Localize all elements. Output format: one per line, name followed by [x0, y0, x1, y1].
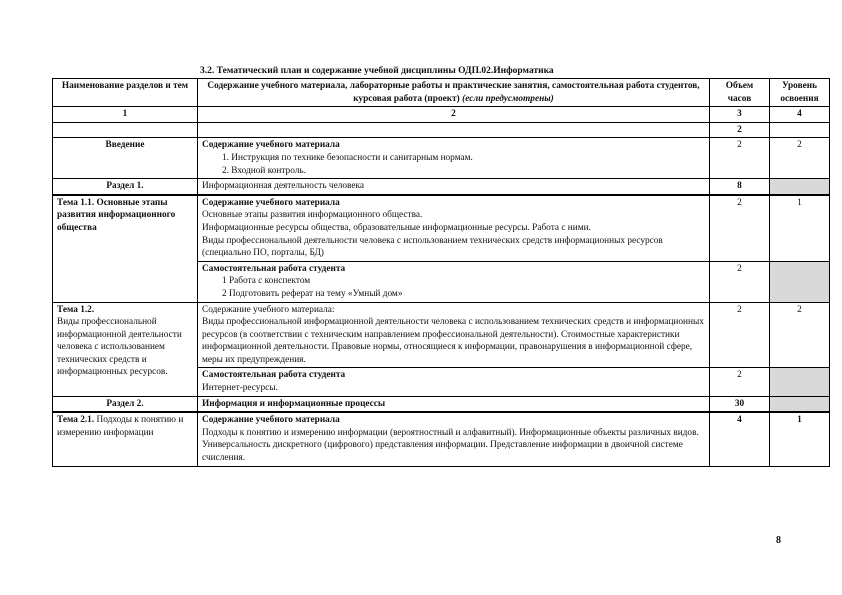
section1-row [53, 179, 830, 195]
intro-item: 2. Входной контроль. [222, 165, 306, 176]
intro-content: Содержание учебного материала 1. Инструкция по технике безопасности и санитарным нормам. 2. Входной контроль. [198, 138, 710, 179]
column-number-row [53, 107, 830, 123]
section2-title: Информация и информационные процессы [198, 396, 710, 412]
topic21-hours: 4 [710, 412, 770, 466]
topic12-level: 2 [770, 302, 830, 368]
column-number-3: 3 [710, 107, 770, 123]
header-content: Содержание учебного материала, лабораторные работы и практические занятия, самостоятельная работа студентов, курсовая работа (проект) (если предусмотрены) [198, 79, 710, 107]
topic11-row [53, 195, 830, 261]
topic11-self-hours: 2 [710, 261, 770, 302]
topic12-row [53, 302, 830, 368]
topic11-self-content: Самостоятельная работа студента 1 Работа с конспектом 2 Подготовить реферат на тему «Умный дом» [198, 261, 710, 302]
empty-row-hours: 2 [710, 122, 770, 138]
topic21-content: Содержание учебного материала Подходы к понятию и измерению информации (вероятностный и алфавитный). Информационные объекты различных видов. Универсальность дискретного (цифрового) представления информации. Представление информации в двоичной системе счисления. [198, 412, 710, 466]
header-row [53, 79, 830, 107]
section1-title: Информационная деятельность человека [198, 179, 710, 195]
topic11-content: Содержание учебного материала Основные этапы развития информационного общества. Информационные ресурсы общества, образовательные информационные ресурсы. Работа с ними. Виды профессиональной деятельности человека с использованием технических средств информационных ресурсов (специально ПО, порталы, БД) [198, 195, 710, 261]
self-item: 2 Подготовить реферат на тему «Умный дом» [222, 288, 403, 299]
empty-row [53, 122, 830, 138]
intro-item: 1. Инструкция по технике безопасности и санитарным нормам. [222, 152, 473, 163]
intro-name: Введение [53, 138, 198, 179]
section1-hours: 8 [710, 179, 770, 195]
topic12-name: Тема 1.2. Виды профессиональной информационной деятельности человека с использованием технических средств и информационных ресурсов. [53, 302, 198, 396]
topic11-name: Тема 1.1. Основные этапы развития информационного общества [53, 195, 198, 302]
self-item: 1 Работа с конспектом [222, 276, 311, 287]
section2-hours: 30 [710, 396, 770, 412]
section2-row [53, 396, 830, 412]
header-sections: Наименование разделов и тем [53, 79, 198, 107]
header-level: Уровень освоения [770, 79, 830, 107]
thematic-plan-table [52, 78, 830, 467]
section2-name: Раздел 2. [53, 396, 198, 412]
column-number-2: 2 [198, 107, 710, 123]
section1-name: Раздел 1. [53, 179, 198, 195]
topic12-content: Содержание учебного материала: Виды профессиональной информационной деятельности человека с использованием технических средств и информационных ресурсов (в соответствии с техническим направлением профессиональной деятельности). Стоимостные характеристики информационной деятельности. Правовые нормы, относящиеся к информации, правонарушения в информационной сфере, меры их предупреждения. [198, 302, 710, 368]
topic12-hours: 2 [710, 302, 770, 368]
header-hours: Объем часов [710, 79, 770, 107]
topic11-level: 1 [770, 195, 830, 261]
document-title: 3.2. Тематический план и содержание учебной дисциплины ОДП.02.Информатика [200, 66, 554, 76]
intro-level: 2 [770, 138, 830, 179]
page-number: 8 [776, 535, 781, 546]
column-number-4: 4 [770, 107, 830, 123]
topic21-name: Тема 2.1. Подходы к понятию и измерению информации [53, 412, 198, 466]
topic12-self-content: Самостоятельная работа студента Интернет-ресурсы. [198, 368, 710, 396]
intro-row [53, 138, 830, 179]
topic21-level: 1 [770, 412, 830, 466]
topic12-self-hours: 2 [710, 368, 770, 396]
topic11-hours: 2 [710, 195, 770, 261]
topic21-row [53, 412, 830, 466]
intro-hours: 2 [710, 138, 770, 179]
column-number-1: 1 [53, 107, 198, 123]
